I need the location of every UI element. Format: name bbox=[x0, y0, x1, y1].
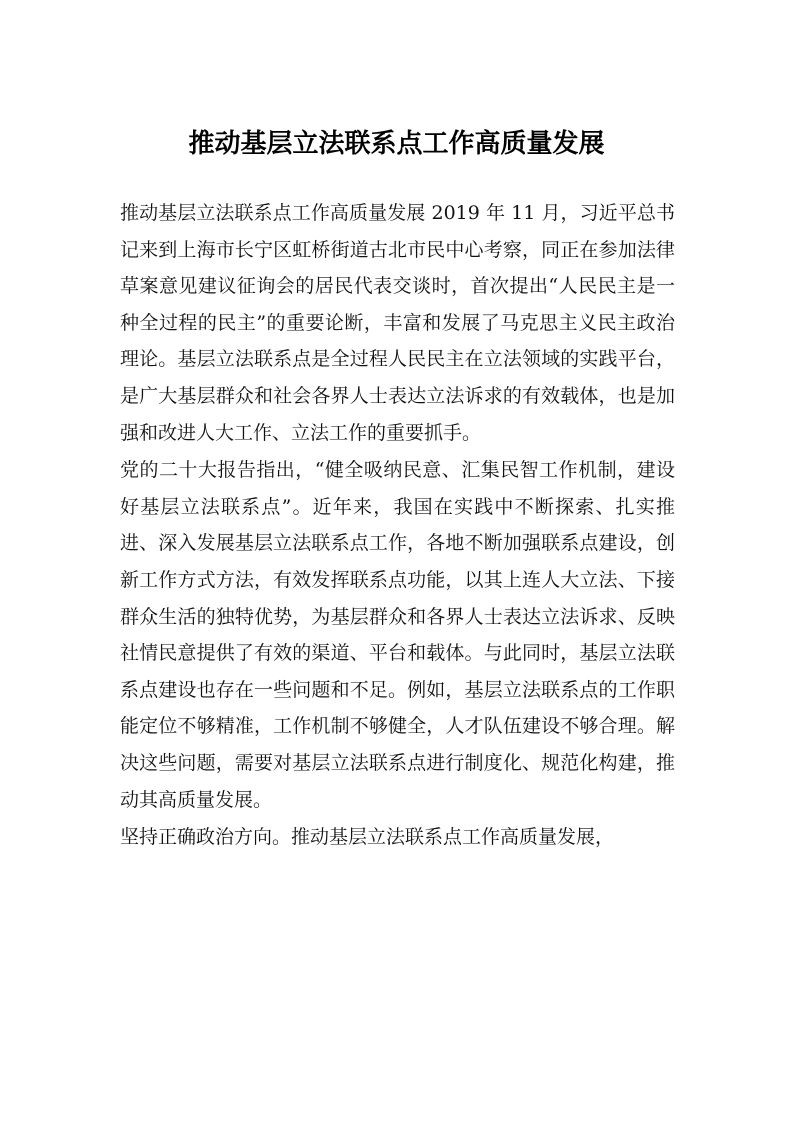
paragraph-3: 坚持正确政治方向。推动基层立法联系点工作高质量发展， bbox=[120, 826, 615, 849]
document-title: 推动基层立法联系点工作高质量发展 bbox=[188, 129, 605, 159]
paragraph-1: 推动基层立法联系点工作高质量发展 2019 年 11 月，习近平总书记来到上海市长宁区虹桥街道古北市民中心考察，同正在参加法律草案意见建议征询会的居民代表交谈时，首次提出“人民民主是一种全过程的民主”的重要论断，丰富和发展了马克思主义民主政治理论。基层立法联系点是全过程人民民主在立法领域的实践平台，是广大基层群众和社会各界人士表达立法诉求的有效载体，也是加强和改进人大工作、立法工作的重要抓手。 bbox=[120, 202, 675, 444]
paragraph-2: 党的二十大报告指出，“健全吸纳民意、汇集民智工作机制，建设好基层立法联系点”。近年来，我国在实践中不断探索、扎实推进、深入发展基层立法联系点工作，各地不断加强联系点建设，创新工作方式方法，有效发挥联系点功能，以其上连人大立法、下接群众生活的独特优势，为基层群众和各界人士表达立法诉求、反映社情民意提供了有效的渠道、平台和载体。与此同时，基层立法联系点建设也存在一些问题和不足。例如，基层立法联系点的工作职能定位不够精准，工作机制不够健全，人才队伍建设不够合理。解决这些问题，需要对基层立法联系点进行制度化、规范化构建，推动其高质量发展。 bbox=[120, 459, 675, 811]
document-body bbox=[120, 195, 675, 857]
